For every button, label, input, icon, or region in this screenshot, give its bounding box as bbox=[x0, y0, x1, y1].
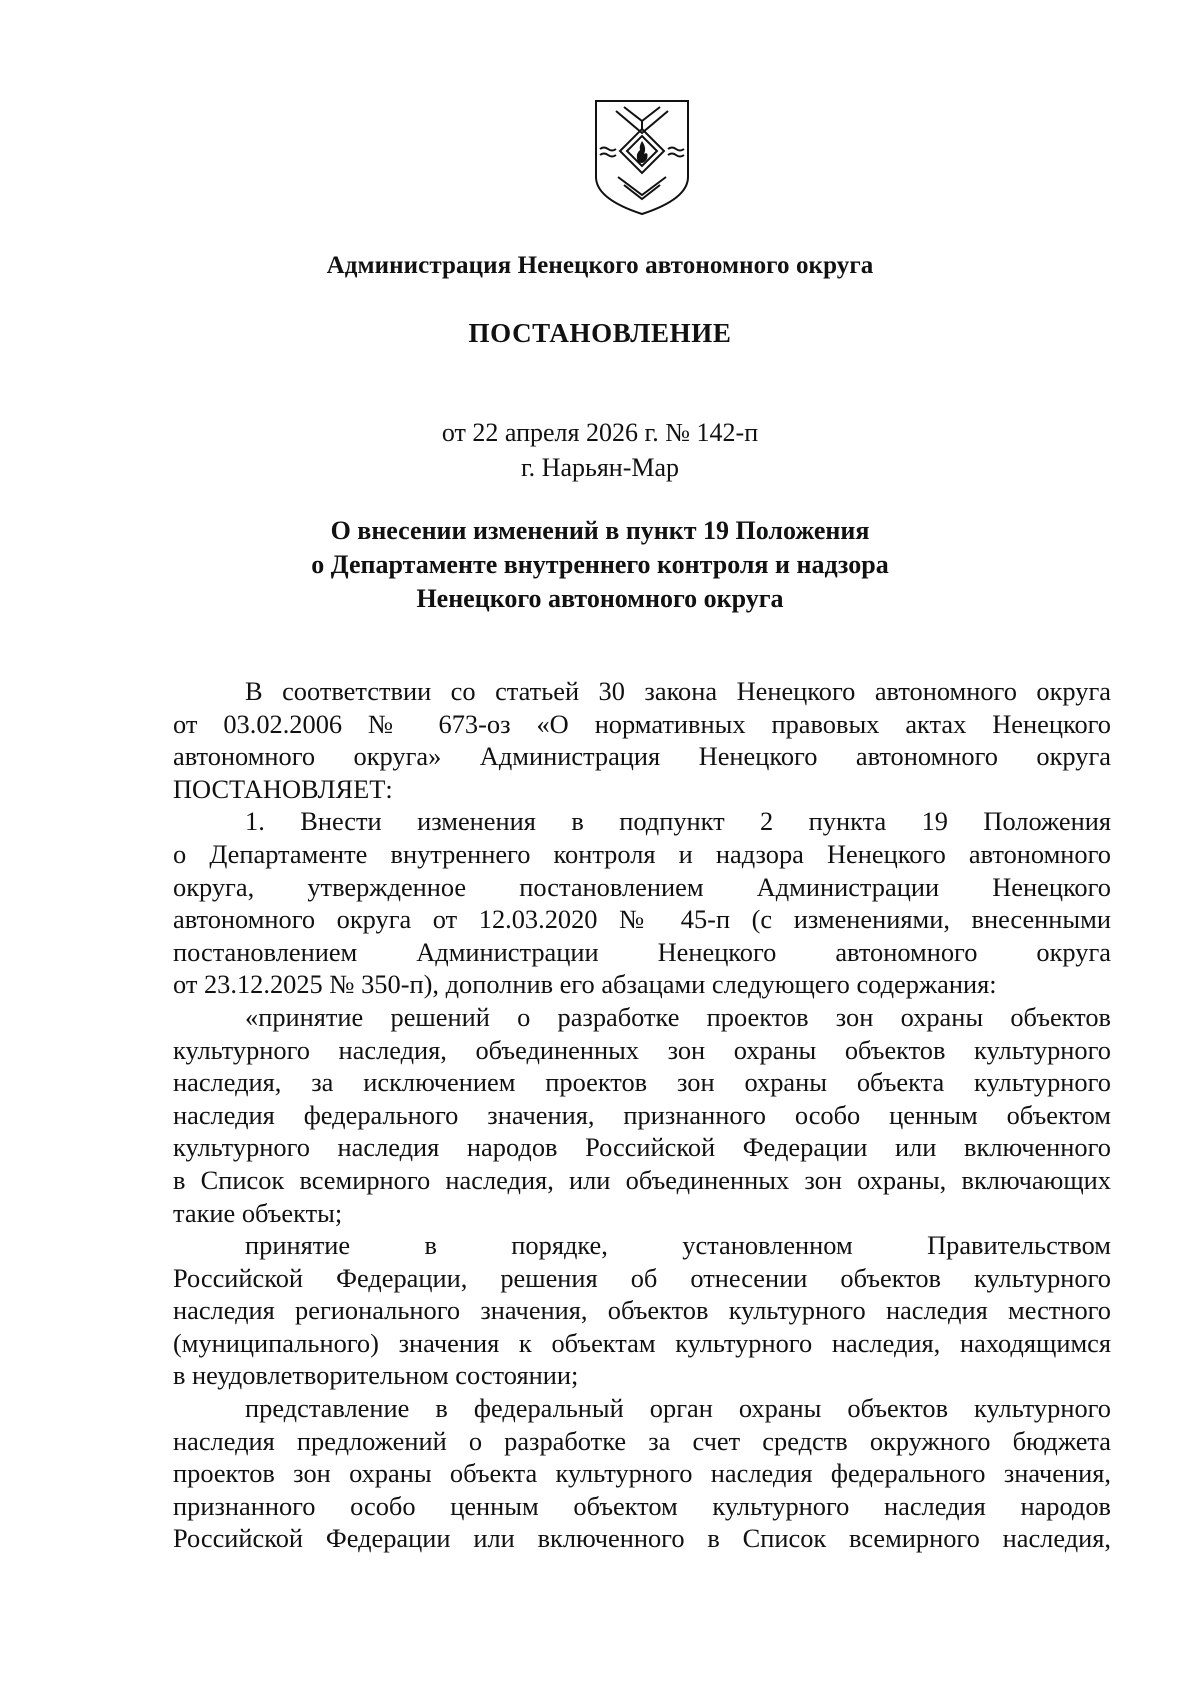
body-line: такие объекты; bbox=[173, 1197, 343, 1228]
body-line: от 03.02.2006 № 673-оз «О нормативных правовых актах Ненецкого bbox=[173, 708, 1111, 739]
body-line: наследия, за исключением проектов зон охраны объекта культурного bbox=[173, 1067, 1111, 1098]
body-line: культурного наследия народов Российской Федерации или включенного bbox=[173, 1132, 1111, 1163]
body-line: В соответствии со статьей 30 закона Ненецкого автономного округа bbox=[245, 676, 1111, 706]
body-line: (муниципального) значения к объектам культурного наследия, находящимся bbox=[173, 1327, 1111, 1358]
body-line: проектов зон охраны объекта культурного наследия федерального значения, bbox=[173, 1458, 1111, 1489]
body-line: 1. Внести изменения в подпункт 2 пункта 19 Положения bbox=[245, 806, 1111, 837]
document-title-line: О внесении изменений в пункт 19 Положения bbox=[330, 516, 870, 545]
body-line: «принятие решений о разработке проектов зон охраны объектов bbox=[245, 1001, 1111, 1032]
body-line: постановлением Администрации Ненецкого автономного округа bbox=[173, 936, 1111, 967]
body-line: в Список всемирного наследия, или объединенных зон охраны, включающих bbox=[173, 1164, 1111, 1195]
document-type: ПОСТАНОВЛЕНИЕ bbox=[468, 318, 732, 348]
body-line: Российской Федерации, решения об отнесении объектов культурного bbox=[173, 1262, 1111, 1293]
body-line: в неудовлетворительном состоянии; bbox=[173, 1360, 579, 1391]
body-line: ПОСТАНОВЛЯЕТ: bbox=[173, 773, 393, 804]
organization-name: Администрация Ненецкого автономного округа bbox=[326, 252, 874, 279]
body-line: автономного округа» Администрация Ненецкого автономного округа bbox=[173, 741, 1111, 772]
coat-of-arms-icon bbox=[594, 99, 690, 216]
document-city: г. Нарьян-Мар bbox=[520, 453, 680, 482]
body-line: наследия регионального значения, объектов культурного наследия местного bbox=[173, 1295, 1111, 1326]
body-line: наследия предложений о разработке за счет средств окружного бюджета bbox=[173, 1425, 1111, 1456]
document-body bbox=[173, 675, 1111, 1555]
body-line: Российской Федерации или включенного в Список всемирного наследия, bbox=[173, 1523, 1111, 1554]
document-date-number: от 22 апреля 2026 г. № 142-п bbox=[441, 418, 759, 447]
body-line: представление в федеральный орган охраны объектов культурного bbox=[245, 1393, 1111, 1424]
body-line: о Департаменте внутреннего контроля и надзора Ненецкого автономного bbox=[173, 838, 1111, 869]
body-line: округа, утвержденное постановлением Администрации Ненецкого bbox=[173, 871, 1111, 902]
body-line: принятие в порядке, установленном Правительством bbox=[245, 1230, 1111, 1261]
body-line: признанного особо ценным объектом культурного наследия народов bbox=[173, 1490, 1111, 1521]
body-line: от 23.12.2025 № 350-п), дополнив его абзацами следующего содержания: bbox=[173, 969, 997, 1000]
document-title-line: Ненецкого автономного округа bbox=[416, 584, 784, 613]
document-title-line: о Департаменте внутреннего контроля и надзора bbox=[311, 550, 889, 579]
body-line: наследия федерального значения, признанного особо ценным объектом bbox=[173, 1099, 1111, 1130]
body-line: культурного наследия, объединенных зон охраны объектов культурного bbox=[173, 1034, 1111, 1065]
body-line: автономного округа от 12.03.2020 № 45-п (с изменениями, внесенными bbox=[173, 904, 1111, 935]
